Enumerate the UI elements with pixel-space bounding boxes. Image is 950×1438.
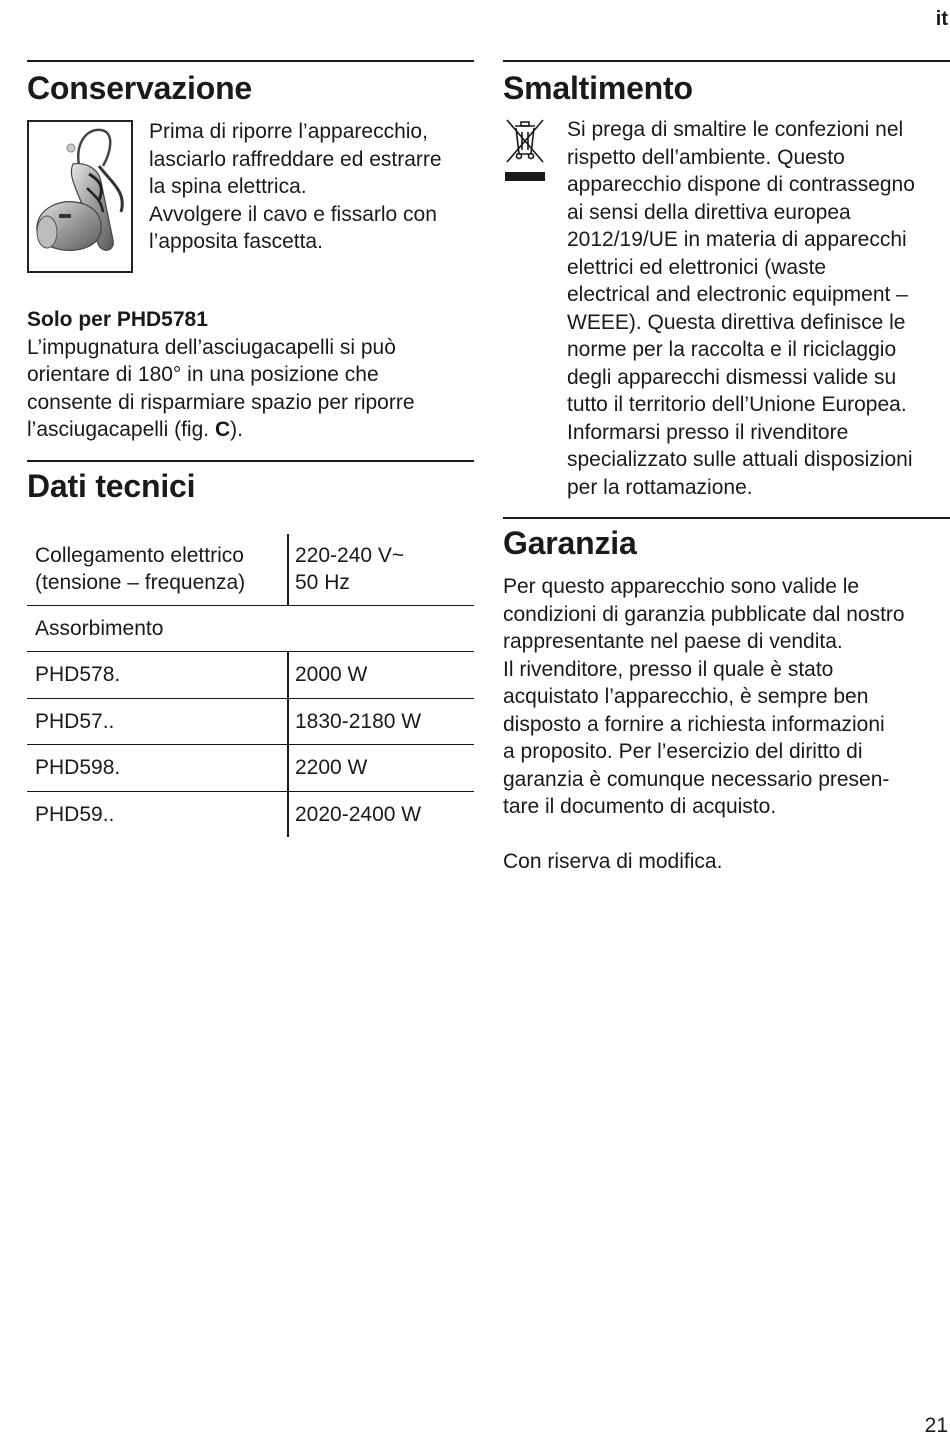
hairdryer-icon [29, 122, 131, 271]
text-line: a proposito. Per l’esercizio del diritto di [503, 740, 863, 763]
text-line: ai sensi della direttiva europea [567, 200, 851, 224]
text-line: tutto il territorio dell’Unione Europea. [567, 393, 907, 416]
table-row [27, 652, 474, 699]
spec-label: Assorbimento [27, 605, 474, 652]
spec-label: PHD578. [27, 652, 288, 699]
text-line: consente di risparmiare spazio per riporre [27, 390, 415, 414]
text-line: tare il documento di acquisto. [503, 795, 777, 818]
text-line: rappresentante nel paese di vendita. [503, 630, 843, 653]
section-divider [27, 60, 474, 62]
crossed-bin-icon [503, 116, 547, 184]
text-line: acquistato l’apparecchio, è sempre ben [503, 685, 869, 708]
section-divider [503, 517, 950, 519]
text-line: la spina elettrica. [149, 175, 307, 198]
smaltimento-text [567, 116, 915, 501]
section-title-smaltimento: Smaltimento [503, 70, 693, 106]
text-span: ). [230, 418, 243, 441]
left-column [27, 60, 474, 837]
section-divider [27, 460, 474, 462]
text-line: rispetto dell’ambiente. Questo [567, 145, 845, 169]
text-line: Informarsi presso il rivenditore [567, 420, 849, 444]
text-line: (tensione – frequenza) [35, 571, 246, 594]
text-line: Avvolgere il cavo e fissarlo con [149, 202, 437, 226]
text-line: garanzia è comunque necessario presen- [503, 767, 890, 791]
smaltimento-block [503, 116, 950, 501]
text-line: 50 Hz [295, 571, 350, 594]
text-line: orientare di 180° in una posizione che [27, 363, 379, 386]
spec-label [27, 534, 288, 606]
phd5781-note [27, 306, 474, 444]
text-line: WEEE). Questa direttiva definisce le [567, 310, 906, 334]
spec-value: 2000 W [288, 652, 474, 699]
figure-reference: C [214, 418, 231, 441]
text-line: Il rivenditore, presso il quale è stato [503, 657, 834, 681]
table-row [27, 698, 474, 745]
text-line: norme per la raccolta e il riciclaggio [567, 338, 897, 361]
spec-label: PHD59.. [35, 802, 115, 826]
table-row [27, 791, 474, 837]
text-line: L’impugnatura dell’asciugacapelli si può [27, 335, 396, 359]
text-line: disposto a fornire a richiesta informazioni [503, 712, 885, 736]
section-title-dati-tecnici: Dati tecnici [27, 467, 196, 504]
text-line: lasciarlo raffreddare ed estrarre [149, 147, 442, 171]
language-tag: it [935, 8, 948, 30]
text-line: 220-240 V~ [295, 543, 405, 567]
text-line: electrical and electronic equipment – [567, 283, 908, 306]
text-line: condizioni di garanzia pubblicate dal nostro [503, 602, 905, 626]
text-line: degli apparecchi dismessi valide su [567, 365, 897, 389]
section-title-conservazione: Conservazione [27, 70, 253, 106]
weee-crossed-bin-icon [503, 116, 567, 501]
text-line: 2012/19/UE in materia di apparecchi [567, 228, 907, 251]
hairdryer-storage-illustration [27, 120, 133, 273]
spec-label: PHD57.. [27, 698, 288, 745]
spec-value [288, 534, 474, 606]
table-row [27, 745, 474, 792]
text-line: apparecchio dispone di contrassegno [567, 173, 915, 196]
section-title-garanzia: Garanzia [503, 525, 637, 561]
text-span: l’asciugacapelli (fig. [27, 418, 215, 441]
spec-value: 1830-2180 W [288, 698, 474, 745]
text-line [27, 416, 474, 444]
text-line: Si prega di smaltire le confezioni nel [567, 118, 904, 141]
text-line: Prima di riporre l’apparecchio, [149, 120, 428, 143]
spec-value: 2200 W [288, 745, 474, 792]
modification-note: Con riserva di modifica. [503, 849, 723, 873]
text-line: per la rottamazione. [567, 475, 753, 499]
text-line: l’apposita fascetta. [149, 230, 323, 253]
page-number: 21 [924, 1414, 948, 1437]
spec-label: PHD598. [27, 745, 288, 792]
table-row [27, 534, 474, 606]
conservazione-block [27, 120, 474, 273]
note-title: Solo per PHD5781 [27, 308, 208, 331]
conservazione-text [149, 118, 442, 273]
garanzia-text [503, 573, 950, 821]
spec-value: 2020-2400 W [288, 791, 474, 837]
section-divider [503, 60, 950, 62]
text-line: specializzato sulle attuali disposizioni [567, 448, 913, 471]
table-row [27, 605, 474, 652]
text-line: Per questo apparecchio sono valide le [503, 575, 860, 598]
text-line: Collegamento elettrico [35, 543, 244, 567]
right-column [503, 60, 950, 875]
text-line: elettrici ed elettronici (waste [567, 255, 827, 279]
specs-table [27, 534, 474, 838]
